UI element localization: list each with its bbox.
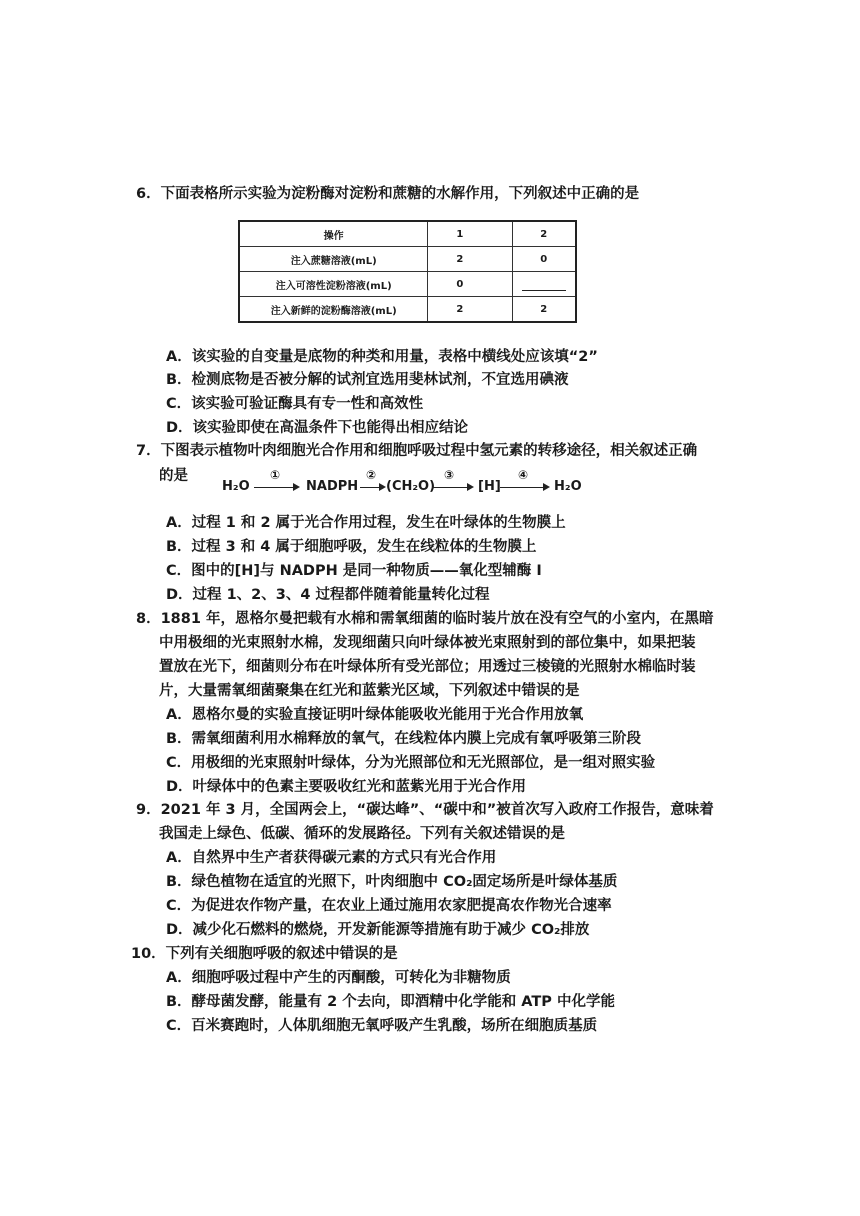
table-cell-blank <box>512 272 576 297</box>
q7-option-b: B．过程 3 和 4 属于细胞呼吸，发生在线粒体的生物膜上 <box>166 539 537 555</box>
arrow-icon <box>360 487 384 488</box>
q6-option-a: A．该实验的自变量是底物的种类和用量，表格中横线处应该填“2” <box>166 349 598 365</box>
table-header-cell: 2 <box>512 221 576 247</box>
table-cell: 2 <box>512 297 576 323</box>
table-header-cell: 操作 <box>239 221 428 247</box>
q10-stem: 10．下列有关细胞呼吸的叙述中错误的是 <box>131 946 398 962</box>
step-label: ② <box>366 468 377 482</box>
q8-option-c: C．用极细的光束照射叶绿体，分为光照部位和无光照部位，是一组对照实验 <box>166 755 656 771</box>
table-cell: 注入可溶性淀粉溶液(mL) <box>239 272 428 297</box>
q8-stem-line4: 片，大量需氧细菌聚集在红光和蓝紫光区域，下列叙述中错误的是 <box>159 683 580 699</box>
q6-option-d: D．该实验即使在高温条件下也能得出相应结论 <box>166 420 469 436</box>
table-row <box>239 272 576 297</box>
q6-stem: 6．下面表格所示实验为淀粉酶对淀粉和蔗糖的水解作用，下列叙述中正确的是 <box>136 186 640 202</box>
q9-stem-line2: 我国走上绿色、低碳、循环的发展路径。下列有关叙述错误的是 <box>159 826 565 842</box>
hydrogen-transfer-diagram <box>222 468 582 500</box>
q7-option-c: C．图中的[H]与 NADPH 是同一种物质——氧化型辅酶 Ⅰ <box>166 563 542 579</box>
q8-option-b: B．需氧细菌利用水棉释放的氧气，在线粒体内膜上完成有氧呼吸第三阶段 <box>166 731 642 747</box>
q10-option-c: C．百米赛跑时，人体肌细胞无氧呼吸产生乳酸，场所在细胞质基质 <box>166 1018 598 1034</box>
q7-stem-line2: 的是 <box>159 468 188 484</box>
table-cell: 注入蔗糖溶液(mL) <box>239 247 428 272</box>
table-header-row <box>239 221 576 247</box>
q7-option-d: D．过程 1、2、3、4 过程都伴随着能量转化过程 <box>166 587 490 603</box>
fill-in-blank <box>522 278 566 291</box>
q9-option-c: C．为促进农作物产量，在农业上通过施用农家肥提高农作物光合速率 <box>166 898 612 914</box>
q8-option-d: D．叶绿体中的色素主要吸收红光和蓝紫光用于光合作用 <box>166 779 527 795</box>
q9-option-b: B．绿色植物在适宜的光照下，叶肉细胞中 CO₂固定场所是叶绿体基质 <box>166 874 618 890</box>
arrow-icon <box>254 487 298 488</box>
experiment-table <box>238 220 577 323</box>
flow-node-ch2o: (CH₂O) <box>386 479 436 494</box>
flow-node-h: [H] <box>478 479 501 494</box>
q8-stem-line2: 中用极细的光束照射水棉，发现细菌只向叶绿体被光束照射到的部位集中，如果把装 <box>159 635 696 651</box>
table-cell: 0 <box>512 247 576 272</box>
table-row <box>239 247 576 272</box>
step-label: ③ <box>444 468 455 482</box>
step-label: ① <box>270 468 281 482</box>
table-cell: 注入新鲜的淀粉酶溶液(mL) <box>239 297 428 323</box>
table-row <box>239 297 576 323</box>
q10-option-b: B．酵母菌发酵，能量有 2 个去向，即酒精中化学能和 ATP 中化学能 <box>166 994 615 1010</box>
table-header-cell: 1 <box>428 221 512 247</box>
step-label: ④ <box>518 468 529 482</box>
q8-stem-line3: 置放在光下，细菌则分布在叶绿体所有受光部位；用透过三棱镜的光照射水棉临时装 <box>159 659 696 675</box>
q6-option-c: C．该实验可验证酶具有专一性和高效性 <box>166 396 424 412</box>
q9-option-a: A．自然界中生产者获得碳元素的方式只有光合作用 <box>166 850 497 866</box>
arrow-icon <box>500 487 548 488</box>
table-cell: 2 <box>428 297 512 323</box>
q7-option-a: A．过程 1 和 2 属于光合作用过程，发生在叶绿体的生物膜上 <box>166 515 566 531</box>
q9-stem-line1: 9．2021 年 3 月，全国两会上，“碳达峰”、“碳中和”被首次写入政府工作报告，意味着 <box>136 802 714 818</box>
table-cell: 0 <box>428 272 512 297</box>
flow-node-nadph: NADPH <box>306 479 359 494</box>
flow-node-h2o: H₂O <box>222 479 250 494</box>
q10-option-a: A．细胞呼吸过程中产生的丙酮酸，可转化为非糖物质 <box>166 970 511 986</box>
flow-node-h2o: H₂O <box>554 479 582 494</box>
q9-option-d: D．减少化石燃料的燃烧，开发新能源等措施有助于减少 CO₂排放 <box>166 922 590 938</box>
arrow-icon <box>432 487 472 488</box>
q6-option-b: B．检测底物是否被分解的试剂宜选用斐林试剂，不宜选用碘液 <box>166 372 569 388</box>
q7-stem-line1: 7．下图表示植物叶肉细胞光合作用和细胞呼吸过程中氢元素的转移途径，相关叙述正确 <box>136 443 698 459</box>
q8-option-a: A．恩格尔曼的实验直接证明叶绿体能吸收光能用于光合作用放氧 <box>166 707 584 723</box>
table-cell: 2 <box>428 247 512 272</box>
q8-stem-line1: 8．1881 年，恩格尔曼把载有水棉和需氧细菌的临时装片放在没有空气的小室内，在黑暗 <box>136 611 714 627</box>
